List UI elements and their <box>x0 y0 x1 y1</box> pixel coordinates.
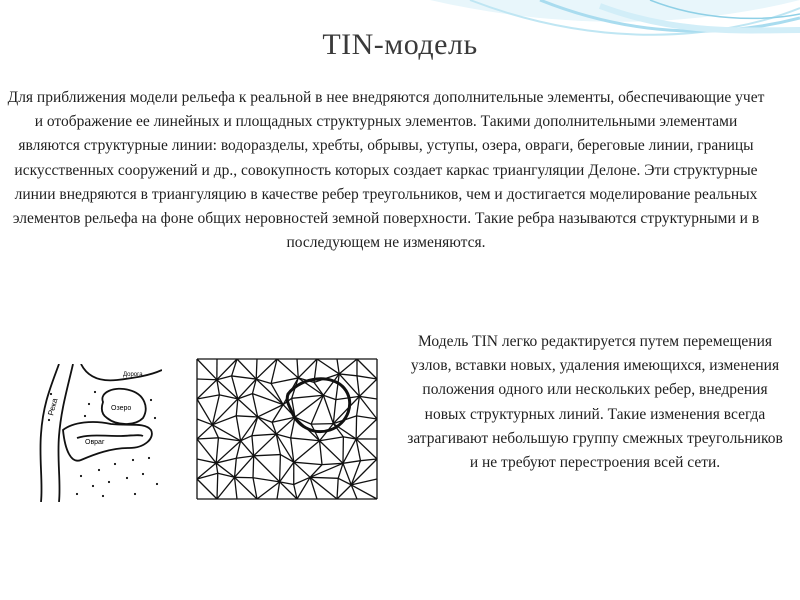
mesh-edge <box>197 379 217 380</box>
mesh-edge <box>337 478 338 499</box>
mesh-edge <box>277 359 298 378</box>
mesh-edge <box>197 399 212 425</box>
relief-map-figure <box>37 364 162 502</box>
mesh-edge <box>236 399 238 416</box>
ravine-label: Овраг <box>85 439 105 446</box>
river-label: Река <box>46 397 60 417</box>
mesh-edge <box>317 359 339 374</box>
mesh-edge <box>351 485 377 499</box>
mesh-edge <box>254 434 277 456</box>
mesh-edge <box>310 477 338 478</box>
mesh-edge <box>236 416 257 417</box>
mesh-edge <box>314 382 323 395</box>
mesh-edge <box>252 434 276 436</box>
mesh-edge <box>235 477 237 499</box>
mesh-edge <box>280 462 294 482</box>
mesh-edge <box>241 441 254 456</box>
mesh-edge <box>359 396 377 419</box>
mesh-edge <box>359 379 377 396</box>
mesh-edge <box>337 485 351 499</box>
mesh-edge <box>292 395 324 398</box>
mesh-edge <box>277 482 280 499</box>
mesh-edge <box>253 456 254 478</box>
main-paragraph: Для приближения модели рельефа к реальной в нее внедряются дополнительные элементы, обеспечивающие учет и отображение ее линейных и площадных структурных элементов. Такими дополнительными элементами являются структурные линии: водоразделы, хребты, обрывы, уступы, озера, овраги, береговые линии, границы искусственных сооружений и др., совокупность которых создает каркас триангуляции Делоне. Эти структурные линии внедряются в триангуляцию в качестве ребер треугольников, чем и достигается моделирование реальных элементов рельефа на фоне общих неровностей земной поверхности. Такие ребра называются структурными и в последующем не изменяются. <box>7 89 765 252</box>
mesh-edge <box>256 359 257 379</box>
mesh-edge <box>254 455 281 456</box>
mesh-edge <box>298 359 317 378</box>
mesh-edge <box>320 441 322 465</box>
mesh-edge <box>217 477 235 499</box>
mesh-edge <box>197 438 218 439</box>
mesh-edge <box>320 437 344 441</box>
mesh-edge <box>323 395 333 423</box>
mesh-edge <box>252 436 254 456</box>
mesh-edge <box>337 359 339 374</box>
mesh-edge <box>291 438 320 441</box>
mesh-edge <box>343 439 356 463</box>
slide-title: TIN-модель <box>322 28 478 61</box>
mesh-edge <box>311 424 333 425</box>
mesh-edge <box>197 425 212 439</box>
mesh-edge <box>333 400 336 424</box>
mesh-edge <box>197 479 217 499</box>
mesh-edge <box>271 378 298 384</box>
mesh-edge <box>343 461 360 464</box>
mesh-edge <box>339 374 357 376</box>
mesh-edge <box>235 456 254 477</box>
mesh-edge <box>357 416 377 419</box>
tin-mesh-figure <box>192 354 382 504</box>
mesh-edge <box>310 463 343 477</box>
mesh-edge <box>257 482 280 499</box>
mesh-edge <box>235 458 237 477</box>
mesh-edge <box>297 359 298 378</box>
mesh-edge <box>294 462 310 477</box>
mesh-edge <box>359 396 377 399</box>
mesh-edge <box>351 479 377 485</box>
mesh-edge <box>294 462 322 464</box>
mesh-edge <box>280 455 281 482</box>
mesh-edge <box>217 473 218 499</box>
mesh-edge <box>197 359 217 380</box>
mesh-edge <box>351 459 377 485</box>
mesh-edge <box>232 376 257 379</box>
side-paragraph: Модель TIN легко редактируется путем перемещения узлов, вставки новых, удаления имеющихся, изменения положения одного или нескольких ребер, внедрения новых структурных линий. Такие изменения всегда затрагивают небольшую группу смежных треугольников и не требуют перестроения всей сети. <box>407 333 783 472</box>
mesh-edge <box>356 419 377 439</box>
road-label: Дорога <box>123 372 143 378</box>
mesh-edge <box>212 399 237 425</box>
mesh-edge <box>216 438 218 463</box>
mesh-edge <box>360 459 377 461</box>
lake-label: Озеро <box>111 405 132 412</box>
mesh-edge <box>351 461 360 485</box>
mesh-edge <box>252 394 283 405</box>
mesh-edge <box>256 359 277 379</box>
mesh-edge <box>252 417 258 436</box>
mesh-edge <box>320 441 343 464</box>
mesh-edge <box>294 441 320 462</box>
mesh-edge <box>237 359 256 379</box>
mesh-edge <box>236 416 240 441</box>
mesh-edge <box>339 359 357 374</box>
